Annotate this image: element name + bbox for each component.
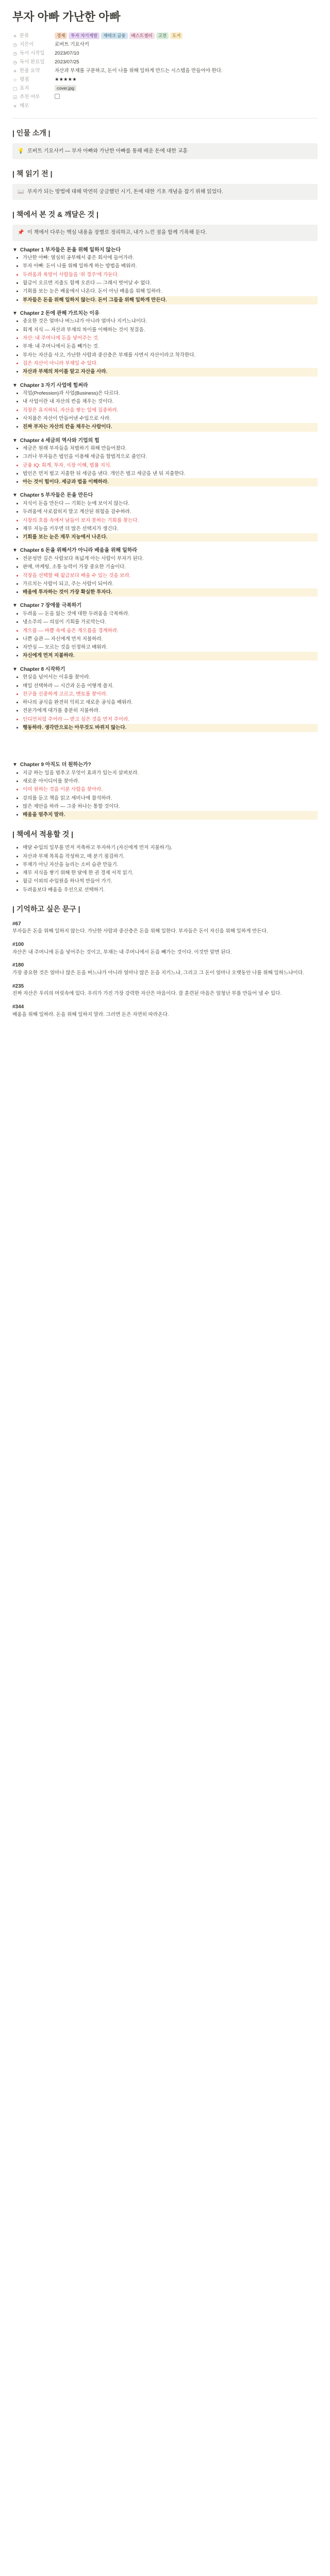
quote-page: #235 [12, 983, 24, 989]
apply-item: • 두려움보다 배움을 우선으로 선택하기. [23, 886, 318, 894]
page-title: 부자 아빠 가난한 아빠 [12, 10, 121, 23]
property-value[interactable] [55, 32, 184, 40]
bullet-item: • 부자 아빠: 돈이 나를 위해 일하게 하는 방법을 배워라. [23, 262, 318, 270]
bullet-item: • 하나의 공식을 완전히 익히고 새로운 공식을 배워라. [23, 699, 318, 707]
chapter-block [12, 437, 318, 487]
apply-item: • 부채가 아닌 자산을 늘리는 소비 습관 만들기. [23, 861, 318, 869]
chapter-toggle[interactable] [12, 666, 318, 674]
bullet-item: • 세금은 원래 부자들을 처벌하기 위해 만들어졌다. [23, 445, 318, 453]
apply-list [12, 844, 318, 894]
property-value[interactable] [55, 94, 60, 102]
property-row[interactable] [12, 32, 318, 41]
category-tag[interactable]: 베스트셀러 [129, 32, 155, 39]
bullet-item: • 많은 제안을 하라 — 그중 하나는 통할 것이다. [23, 803, 318, 811]
chapter-highlight: • 기회를 보는 눈은 재무 지능에서 나온다. [23, 533, 318, 541]
property-value[interactable]: 2023/07/10 [55, 50, 79, 57]
quote-page: #344 [12, 1004, 24, 1010]
property-icon: ☆ [12, 77, 18, 82]
property-value[interactable] [55, 85, 76, 93]
property-row[interactable] [12, 67, 318, 76]
chapter-highlight: • 아는 것이 힘이다. 세금과 법을 이해하라. [23, 478, 318, 486]
quote-entry [12, 920, 318, 936]
property-key [12, 103, 55, 110]
bullet-item: • 냉소주의 — 의심이 기회를 가로막는다. [23, 618, 318, 626]
property-row[interactable] [12, 41, 318, 49]
chapter-title-text: Chapter 7 장애물 극복하기 [20, 603, 82, 609]
property-icon: ☑ [12, 94, 18, 100]
bullet-item: • 법인은 먼저 벌고 지출한 뒤 세금을 낸다. 개인은 벌고 세금을 낸 뒤 지출한다. [23, 470, 318, 478]
bullet-item: • 사치품은 자산이 만들어낸 수입으로 사라. [23, 415, 318, 423]
property-label: 표지 [20, 86, 29, 92]
property-key [12, 67, 55, 75]
apply-heading: | 책에서 적용할 것 | [12, 829, 74, 838]
bulb-icon: 💡 [18, 148, 24, 154]
bullet-item: • 매일 선택하라 — 시간과 돈을 어떻게 쓸지. [23, 682, 318, 690]
chapter-bullets [12, 673, 318, 732]
bullet-item: • 친구를 신중하게 고르고, 멘토를 찾아라. [23, 690, 318, 699]
chapter-title-text: Chapter 8 시작하기 [20, 666, 65, 672]
property-key [12, 41, 55, 49]
chapter-bullets [12, 445, 318, 486]
property-row[interactable] [12, 102, 318, 111]
pin-icon: 📌 [18, 230, 24, 236]
chapter-toggle[interactable] [12, 492, 318, 500]
chapter-highlight: • 배움을 멈추지 말라. [23, 811, 318, 819]
bullet-item: • 두려움 — 돈을 잃는 것에 대한 두려움을 극복하라. [23, 610, 318, 618]
property-icon: ◷ [13, 42, 17, 47]
property-icon: ≡ [13, 103, 16, 109]
chapter-toggle[interactable] [12, 246, 318, 255]
property-row[interactable] [12, 84, 318, 93]
category-tag[interactable]: 재테크 금융 [101, 32, 127, 39]
bullet-item: • 기회를 보는 눈은 배움에서 나온다. 돈이 아닌 배움을 위해 일하라. [23, 287, 318, 296]
property-row[interactable] [12, 49, 318, 58]
page [0, 0, 330, 1029]
bullet-item: • 직장을 선택할 때 월급보다 배울 수 있는 것을 보라. [23, 572, 318, 580]
quote-list [12, 920, 318, 1019]
why-callout [12, 184, 318, 200]
learn-heading: | 책에서 본 것 & 깨달은 것 | [12, 210, 98, 219]
category-tag[interactable]: 경제 [55, 32, 67, 39]
book-icon: 📖 [18, 189, 24, 195]
bullet-item: • 게으름 — 바쁨 속에 숨은 게으름을 경계하라. [23, 627, 318, 635]
property-label: 독서 시작일 [20, 50, 45, 57]
why-callout-text: 부자가 되는 방법에 대해 막연히 궁금했던 시기, 돈에 대한 기초 개념을 잡기 위해 읽었다. [27, 189, 223, 195]
apply-item: • 월급 이외의 수입원을 하나씩 만들어 가기. [23, 877, 318, 886]
category-tag[interactable]: 투자 자기계발 [69, 32, 100, 39]
property-key [12, 59, 55, 66]
chapter-list [12, 246, 318, 820]
quote-text: 자산은 내 주머니에 돈을 넣어주는 것이고, 부채는 내 주머니에서 돈을 빼가는 것이다. 이것만 알면 된다. [12, 949, 232, 955]
quote-entry [12, 982, 318, 998]
bullet-item: • 전문성만 깊은 사람보다 폭넓게 아는 사람이 부자가 된다. [23, 555, 318, 563]
chapter-block [12, 310, 318, 377]
chapter-highlight: • 행동하라. 생각만으로는 아무것도 바뀌지 않는다. [23, 724, 318, 732]
property-value[interactable]: 2023/07/25 [55, 59, 79, 65]
toggle-arrow-icon[interactable]: ▼ [12, 603, 18, 609]
bullet-item: • 금융 IQ: 회계, 투자, 시장 이해, 법률 지식. [23, 462, 318, 470]
chapter-title-text: Chapter 4 세금의 역사와 기업의 힘 [20, 437, 100, 444]
quote-entry [12, 941, 318, 956]
property-value[interactable]: ★★★★★ [55, 77, 77, 83]
chapter-title-text: Chapter 6 돈을 위해서가 아니라 배움을 위해 일하라 [20, 548, 137, 554]
category-tag[interactable]: 고전 [156, 32, 169, 39]
property-icon: ◷ [13, 59, 17, 65]
chapter-bullets [12, 389, 318, 431]
chapter-bullets [12, 555, 318, 597]
bullet-item: • 부자는 자산을 사고, 가난한 사람과 중산층은 부채를 사면서 자산이라고 착각한다. [23, 351, 318, 360]
chapter-block [12, 382, 318, 432]
bullet-item: • 판매, 마케팅, 소통 능력이 가장 중요한 기술이다. [23, 563, 318, 571]
quote-entry [12, 961, 318, 977]
bullet-item: • 직장은 유지하되, 자산을 쌓는 일에 집중하라. [23, 406, 318, 415]
chapter-title-text: Chapter 3 자기 사업에 힘써라 [20, 382, 88, 388]
bullet-item: • 전문가에게 대가를 충분히 지불하라. [23, 707, 318, 715]
quote-page: #67 [12, 921, 21, 927]
property-row[interactable] [12, 76, 318, 84]
toggle-arrow-icon[interactable]: ▼ [12, 310, 18, 316]
remember-heading: | 기억하고 싶은 문구 | [12, 905, 80, 913]
bullet-item: • 집은 자산이 아니라 부채일 수 있다. [23, 360, 318, 368]
learn-callout [12, 225, 318, 241]
bullet-item: • 자만심 — 모르는 것을 인정하고 배워라. [23, 643, 318, 652]
property-row[interactable] [12, 93, 318, 102]
category-tag[interactable]: 도서 [170, 32, 183, 39]
chapter-block [12, 761, 318, 819]
chapter-bullets [12, 769, 318, 820]
bullet-item: • 강의를 듣고 책을 읽고 세미나에 참석하라. [23, 794, 318, 803]
bullet-item: • 회계 지식 — 자산과 부채의 차이를 이해하는 것이 첫걸음. [23, 326, 318, 334]
chapter-title-text: Chapter 1 부자들은 돈을 위해 일하지 않는다 [20, 247, 121, 253]
chapter-block [12, 246, 318, 304]
intro-callout-text: 로버트 기요사키 — 부자 아빠와 가난한 아빠를 통해 배운 돈에 대한 교훈 [27, 148, 188, 154]
chapter-highlight: • 자신에게 먼저 지불하라. [23, 652, 318, 660]
toggle-arrow-icon[interactable]: ▼ [12, 762, 18, 768]
property-key [12, 94, 55, 101]
chapter-toggle[interactable] [12, 437, 318, 445]
bullet-item: • 나쁜 습관 — 자신에게 먼저 지불하라. [23, 635, 318, 643]
intro-callout [12, 143, 318, 160]
toggle-arrow-icon[interactable]: ▼ [12, 247, 18, 253]
chapter-title-text: Chapter 9 아직도 더 원하는가? [20, 762, 91, 768]
chapter-bullets [12, 317, 318, 376]
bullet-item: • 가난한 아빠: 열심히 공부해서 좋은 회사에 들어가라. [23, 254, 318, 262]
apply-item: • 매달 수입의 일부를 먼저 저축하고 투자하기 (자신에게 먼저 지불하기). [23, 844, 318, 852]
property-value[interactable]: 로버트 기요사키 [55, 42, 89, 48]
chapter-bullets [12, 610, 318, 660]
toggle-arrow-icon[interactable]: ▼ [12, 382, 18, 388]
blank-space [12, 735, 318, 756]
bullet-item: • 두려움과 욕망이 사람들을 '쥐 경주'에 가둔다. [23, 271, 318, 279]
toggle-arrow-icon[interactable]: ▼ [12, 493, 18, 499]
quote-text: 부자들은 돈을 위해 일하지 않는다. 가난한 사람과 중산층은 돈을 위해 일한다. 부자들은 돈이 자신을 위해 일하게 만든다. [12, 928, 268, 935]
chapter-toggle[interactable] [12, 310, 318, 318]
bullet-item: • 직업(Profession)과 사업(Business)은 다르다. [23, 389, 318, 398]
quote-page: #100 [12, 942, 24, 948]
chapter-bullets [12, 254, 318, 304]
bullet-item: • 인디언처럼 주어라 — 받고 싶은 것을 먼저 주어라. [23, 716, 318, 724]
bullet-item: • 자산: 내 주머니에 돈을 넣어주는 것. [23, 334, 318, 343]
learn-callout-text: 이 책에서 다루는 핵심 내용을 장별로 정리하고, 내가 느낀 점을 함께 기록해 둔다. [27, 230, 207, 236]
property-label: 분류 [20, 33, 29, 39]
apply-item: • 재무 지식을 쌓기 위해 한 달에 한 권 경제 서적 읽기. [23, 869, 318, 877]
chapter-block [12, 602, 318, 660]
property-icon: ≡ [13, 33, 16, 39]
bullet-item: • 지식이 돈을 만든다 — 기회는 눈에 보이지 않는다. [23, 500, 318, 508]
chapter-toggle[interactable] [12, 547, 318, 555]
quote-page: #180 [12, 962, 24, 969]
property-label: 추천 여부 [20, 94, 40, 100]
quote-text: 진짜 자산은 우리의 머릿속에 있다. 우리가 가진 가장 강력한 자산은 마음이다. 잘 훈련된 마음은 엄청난 부를 만들어 낼 수 있다. [12, 991, 282, 997]
apply-item: • 자산과 부채 목록을 작성하고, 매 분기 점검하기. [23, 853, 318, 861]
toggle-arrow-icon[interactable]: ▼ [12, 548, 18, 554]
chapter-highlight: • 배움에 투자하는 것이 가장 확실한 투자다. [23, 588, 318, 597]
property-key [12, 76, 55, 84]
bullet-item: • 시장의 흐름 속에서 남들이 보지 못하는 기회를 찾는다. [23, 517, 318, 525]
chapter-highlight: • 진짜 부자는 자산의 칸을 채우는 사람이다. [23, 423, 318, 431]
bullet-item: • 이미 원하는 것을 이룬 사람을 찾아라. [23, 786, 318, 794]
chapter-toggle[interactable] [12, 761, 318, 769]
quote-text: 가장 중요한 것은 얼마나 많은 돈을 버느냐가 아니라 얼마나 많은 돈을 지키느냐, 그리고 그 돈이 얼마나 오랫동안 나를 위해 일하느냐이다. [12, 970, 304, 976]
property-key [12, 85, 55, 93]
property-key [12, 32, 55, 40]
property-icon: ◷ [13, 50, 17, 56]
property-value[interactable]: 자산과 부채를 구분하고, 돈이 나를 위해 일하게 만드는 시스템을 만들어야 한다. [55, 68, 223, 74]
quote-entry [12, 1003, 318, 1019]
chapter-title-text: Chapter 2 돈에 관해 가르치는 이유 [20, 310, 100, 316]
chapter-block [12, 492, 318, 541]
bullet-item: • 재무 지능을 키우면 더 많은 선택지가 생긴다. [23, 525, 318, 533]
why-heading: | 책 읽기 전 | [12, 170, 53, 178]
bullet-item: • 부채: 내 주머니에서 돈을 빼가는 것. [23, 343, 318, 351]
property-label: 평점 [20, 77, 29, 83]
bullet-item: • 두려움에 사로잡히지 말고 계산된 위험을 감수하라. [23, 508, 318, 516]
chapter-toggle[interactable] [12, 602, 318, 610]
chapter-title-text: Chapter 5 부자들은 돈을 만든다 [20, 493, 93, 499]
bullet-item: • 가르치는 사람이 되고, 주는 사람이 되어라. [23, 580, 318, 588]
quote-text: 배움을 위해 일하라. 돈을 위해 일하지 말라. 그러면 돈은 자연히 따라온다. [12, 1011, 169, 1018]
property-label: 메모 [20, 103, 29, 109]
bullet-item: • 새로운 아이디어를 찾아라. [23, 777, 318, 786]
bullet-item: • 그러나 부자들은 법인을 이용해 세금을 합법적으로 줄인다. [23, 453, 318, 461]
chapter-highlight: • 자산과 부채의 차이를 알고 자산을 사라. [23, 368, 318, 376]
chapter-block [12, 547, 318, 597]
recommend-checkbox[interactable] [55, 94, 60, 99]
chapter-highlight: • 부자들은 돈을 위해 일하지 않는다. 돈이 그들을 위해 일하게 만든다. [23, 296, 318, 304]
property-label: 지은이 [20, 42, 34, 48]
property-label: 독서 완료일 [20, 59, 45, 65]
property-icon: ≡ [13, 68, 16, 74]
bullet-item: • 지금 하는 일을 멈추고 무엇이 효과가 있는지 살펴보라. [23, 769, 318, 777]
property-icon: ▢ [12, 86, 18, 91]
intro-heading: | 인물 소개 | [12, 129, 51, 138]
cover-file[interactable]: cover.jpg [55, 85, 76, 91]
bullet-item: • 내 사업이란 내 자산의 칸을 채우는 것이다. [23, 398, 318, 406]
chapter-block [12, 666, 318, 733]
chapter-toggle[interactable] [12, 382, 318, 390]
bullet-item: • 중요한 것은 얼마나 버느냐가 아니라 얼마나 지키느냐이다. [23, 317, 318, 326]
properties [12, 32, 318, 111]
bullet-item: • 현실을 넘어서는 이유를 찾아라. [23, 673, 318, 682]
property-row[interactable] [12, 58, 318, 67]
toggle-arrow-icon[interactable]: ▼ [12, 666, 18, 672]
property-label: 한줄 요약 [20, 68, 40, 74]
bullet-item: • 월급이 오르면 지출도 함께 오른다 — 그래서 벗어날 수 없다. [23, 279, 318, 287]
toggle-arrow-icon[interactable]: ▼ [12, 437, 18, 444]
property-key [12, 50, 55, 58]
chapter-bullets [12, 500, 318, 541]
